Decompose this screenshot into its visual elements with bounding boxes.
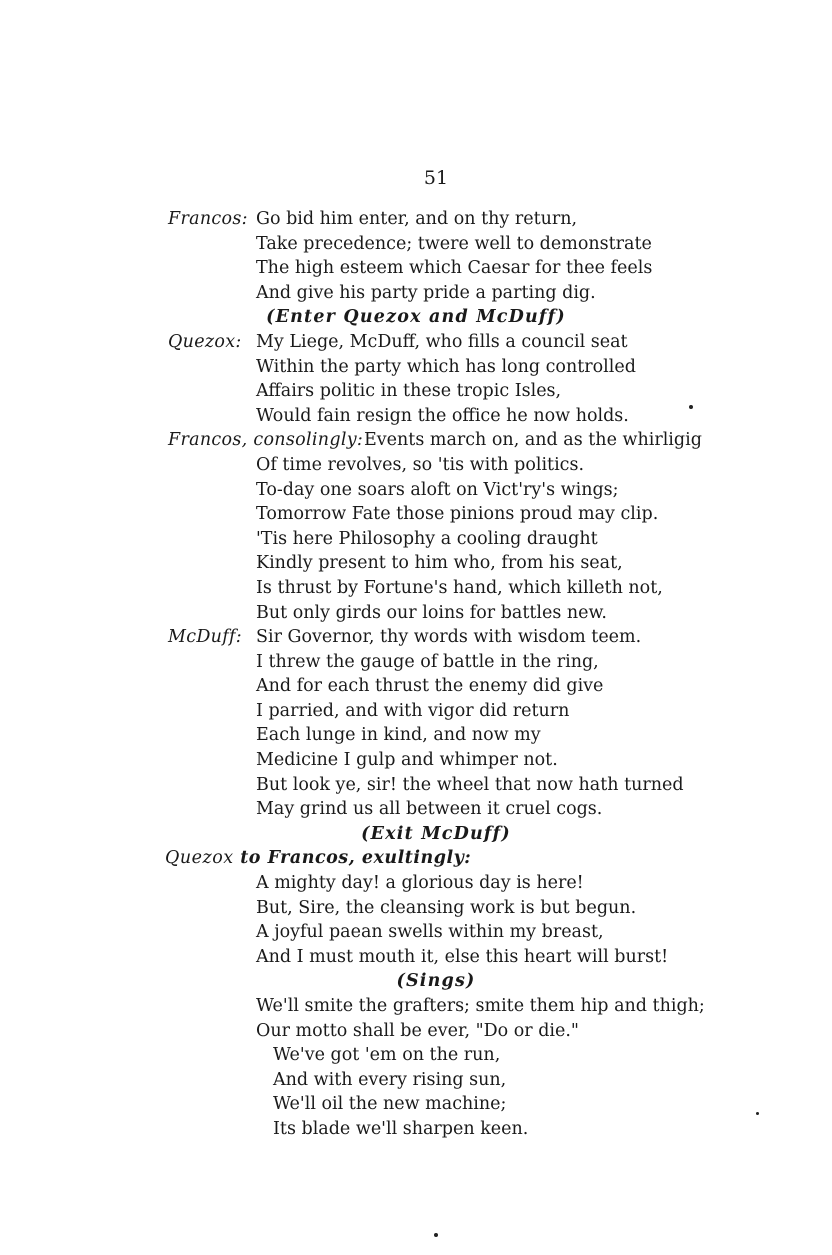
text-line [0,625,832,650]
text-line [0,871,832,896]
scan-speck [434,1233,438,1237]
speaker-label: Quezox: [168,331,242,352]
text-line [0,355,832,380]
text-line [0,723,832,748]
text-line [0,1019,832,1044]
text-line [0,281,832,306]
speech-line: And I must mouth it, else this heart will burst! [256,946,669,967]
text-line [0,674,832,699]
stage-direction: (Sings) [396,971,476,992]
speaker-addressee: Francos, exultingly: [267,848,472,869]
text-line [0,379,832,404]
text-line [0,256,832,281]
speech-line: Each lunge in kind, and now my [256,725,541,746]
song-line: Its blade we'll sharpen keen. [273,1118,529,1139]
text-line [0,305,832,330]
text-line [0,920,832,945]
speech-line: Sir Governor, thy words with wisdom teem. [256,627,642,648]
text-line [0,502,832,527]
speech-line: But, Sire, the cleansing work is but begun. [256,897,637,918]
speaker-label: McDuff: [168,627,242,648]
play-text [0,207,832,1142]
text-line [0,945,832,970]
text-line [0,1092,832,1117]
text-line [0,822,832,847]
speaker-name: Quezox [165,848,234,869]
text-line [0,969,832,994]
speech-line: A joyful paean swells within my breast, [256,922,604,943]
text-line [0,1043,832,1068]
text-line [0,428,832,453]
text-line [0,699,832,724]
song-line: And with every rising sun, [273,1069,507,1090]
speech-line: Of time revolves, so 'tis with politics. [256,454,585,475]
stage-direction: (Exit McDuff) [361,823,511,844]
text-line [0,232,832,257]
text-line [0,650,832,675]
speech-line: Go bid him enter, and on thy return, [256,209,578,229]
text-line [0,576,832,601]
text-line [0,453,832,478]
speech-line: And for each thrust the enemy did give [256,676,604,697]
scan-speck [689,405,693,409]
scan-speck [756,1112,759,1115]
text-line [0,1117,832,1142]
text-line [0,551,832,576]
text-line [0,994,832,1019]
speaker-heading [165,846,471,871]
speech-line: A mighty day! a glorious day is here! [256,873,584,894]
speaker-label: Francos: [168,209,248,229]
speech-line: To-day one soars aloft on Vict'ry's wings; [256,479,619,500]
song-line: We'll smite the grafters; smite them hip and thigh; [256,996,705,1016]
speech-line: 'Tis here Philosophy a cooling draught [256,528,598,549]
text-line [0,773,832,798]
speech-line: Kindly present to him who, from his seat, [256,553,623,574]
text-line [0,478,832,503]
speech-line: Medicine I gulp and whimper not. [256,750,558,771]
speech-line: Within the party which has long controlled [256,356,636,377]
text-line [0,404,832,429]
speech-line: And give his party pride a parting dig. [256,282,596,303]
text-line [0,896,832,921]
text-line [0,601,832,626]
speaker-connector: to [240,848,261,869]
speech-line: Affairs politic in these tropic Isles, [256,381,562,402]
speech-line: Events march on, and as the whirligig [364,430,702,451]
text-line [0,846,832,871]
song-line: We've got 'em on the run, [273,1045,501,1066]
speech-line: I parried, and with vigor did return [256,700,570,721]
text-line [0,748,832,773]
speaker-label: Francos, consolingly: [168,430,364,451]
text-line [0,207,832,232]
song-line: Our motto shall be ever, "Do or die." [256,1020,579,1041]
speech-line: Take precedence; twere well to demonstrate [256,233,652,254]
song-line: We'll oil the new machine; [273,1094,507,1115]
text-line [0,527,832,552]
speech-line: But look ye, sir! the wheel that now hath turned [256,774,684,795]
page-number: 51 [423,167,449,189]
text-line [0,797,832,822]
speech-line: But only girds our loins for battles new. [256,602,607,623]
text-line [0,1068,832,1093]
speech-line: I threw the gauge of battle in the ring, [256,651,599,672]
text-line [0,330,832,355]
speech-line: Would fain resign the office he now holds. [256,405,629,426]
speech-line: My Liege, McDuff, who fills a council seat [256,331,628,352]
speech-line: The high esteem which Caesar for thee feels [256,258,653,279]
speech-line: May grind us all between it cruel cogs. [256,799,603,820]
stage-direction: (Enter Quezox and McDuff) [266,307,566,328]
speech-line: Is thrust by Fortune's hand, which killeth not, [256,577,663,598]
speech-line: Tomorrow Fate those pinions proud may clip. [256,504,659,525]
